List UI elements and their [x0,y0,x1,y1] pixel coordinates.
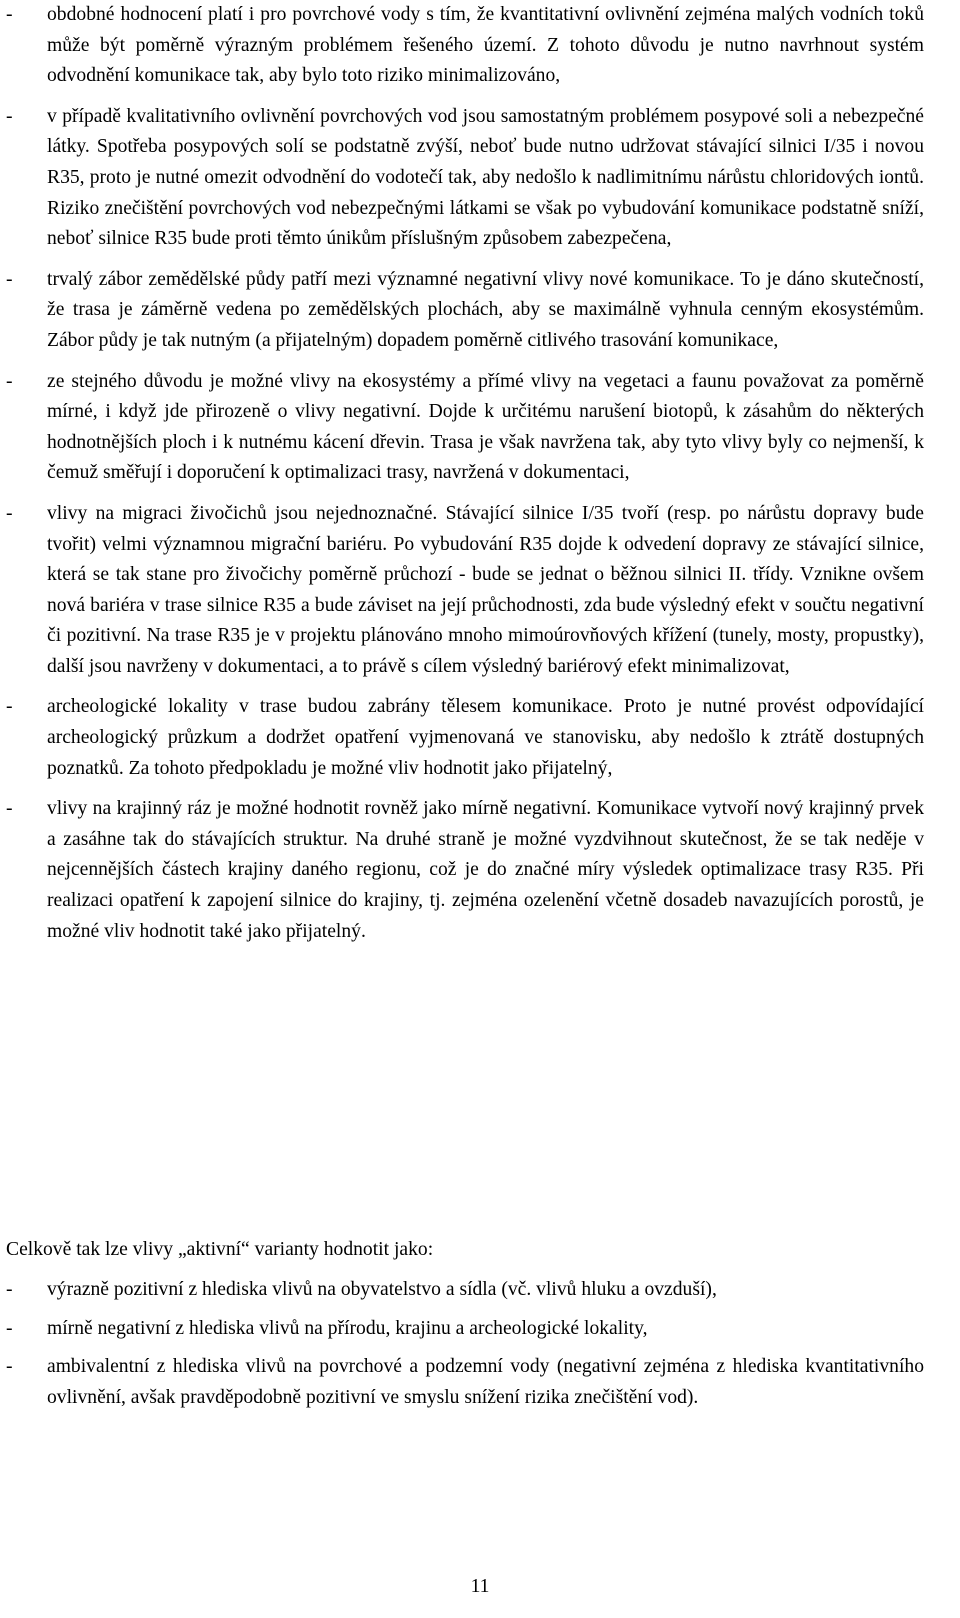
impact-list [6,0,924,957]
list-item [6,0,924,92]
list-item-text: obdobné hodnocení platí i pro povrchové vody s tím, že kvantitativní ovlivnění zejména malých vodních toků může být poměrně výrazným problémem řešeného území. Z tohoto důvodu je nutno navrhnout systém odvodnění komunikace tak, aby bylo toto riziko minimalizováno, [47,4,924,87]
list-item [6,102,924,255]
list-item [6,499,924,683]
list-item-text: mírně negativní z hlediska vlivů na přírodu, krajinu a archeologické lokality, [47,1317,648,1339]
list-item [6,794,924,947]
dash-marker: - [6,370,13,392]
dash-marker: - [6,4,13,25]
summary-paragraph: Celkově tak lze vlivy „aktivní“ varianty hodnotit jako: [6,1239,434,1260]
dash-marker: - [6,1356,13,1378]
list-item [6,692,924,784]
dash-marker: - [6,1279,13,1300]
summary-list [6,1275,924,1421]
dash-marker: - [6,696,13,718]
page-number: 11 [470,1576,490,1597]
list-item-text: ambivalentní z hlediska vlivů na povrchové a podzemní vody (negativní zejména z hlediska kvantitativního ovlivnění, avšak pravděpodobně pozitivní ve smyslu snížení rizika znečištění vod). [47,1356,924,1408]
list-item-text: v případě kvalitativního ovlivnění povrchových vod jsou samostatným problémem posypové soli a nebezpečné látky. Spotřeba posypových solí se podstatně zvýší, neboť bude nutno udržovat stávající silnici I/35 i novou R35, proto je nutné omezit odvodnění do vodotečí tak, aby nedošlo k nadlimitnímu nárůstu chloridových iontů. Riziko znečištění povrchových vod nebezpečnými látkami se však po vybudování komunikace podstatně sníží, neboť silnice R35 bude proti těmto únikům příslušným způsobem zabezpečena, [47,105,924,250]
list-item-text: výrazně pozitivní z hlediska vlivů na obyvatelstvo a sídla (vč. vlivů hluku a ovzduší), [47,1279,717,1300]
list-item-text: archeologické lokality v trase budou zabrány tělesem komunikace. Proto je nutné provést odpovídající archeologický průzkum a dodržet opatření vyjmenovaná ve stanovisku, aby nedošlo k ztrátě dostupných poznatků. Za tohoto předpokladu je možné vliv hodnotit jako přijatelný, [47,696,924,779]
dash-marker: - [6,105,13,127]
list-item [6,265,924,357]
list-item-text: ze stejného důvodu je možné vlivy na ekosystémy a přímé vlivy na vegetaci a faunu považovat za poměrně mírné, i když jde přirozeně o vlivy negativní. Dojde k určitému narušení biotopů, k zásahům do některých hodnotnějších ploch i k nutnému kácení dřevin. Trasa je však navržena tak, aby tyto vlivy byly co nejmenší, k čemuž směřují i doporučení k optimalizaci trasy, navržená v dokumentaci, [47,370,924,484]
list-item-text: trvalý zábor zemědělské půdy patří mezi významné negativní vlivy nové komunikace. To je dáno skutečností, že trasa je záměrně vedena po zemědělských plochách, aby se maximálně vyhnula cenným ekosystémům. Zábor půdy je tak nutným (a přijatelným) dopadem poměrně citlivého trasování komunikace, [47,268,924,351]
list-item-text: vlivy na krajinný ráz je možné hodnotit rovněž jako mírně negativní. Komunikace vytvoří nový krajinný prvek a zasáhne tak do stávajících struktur. Na druhé straně je možné vyzdvihnout skutečnost, že se tak neděje v nejcennějších částech krajiny daného regionu, což je do značné míry výsledek optimalizace trasy R35. Při realizaci opatření k zapojení silnice do krajiny, tj. zejména ozelenění včetně dosadeb navazujících porostů, je možné vliv hodnotit také jako přijatelný. [47,798,924,942]
dash-marker: - [6,798,13,820]
list-item [6,1275,924,1306]
list-item [6,367,924,489]
list-item-text: vlivy na migraci živočichů jsou nejednoznačné. Stávající silnice I/35 tvoří (resp. po nárůstu dopravy bude tvořit) velmi významnou migrační bariéru. Po vybudování R35 dojde k odvedení dopravy ze stávající silnice, která se tak stane pro živočichy poměrně průchozí - bude se jednat o běžnou silnici II. třídy. Vznikne ovšem nová bariéra v trase silnice R35 a bude záviset na její průchodnosti, zda bude výsledný efekt v součtu negativní či pozitivní. Na trase R35 je v projektu plánováno mnoho mimoúrovňových křížení (tunely, mosty, propustky), další jsou navrženy v dokumentaci, a to právě s cílem výsledný bariérový efekt minimalizovat, [47,502,924,677]
list-item [6,1352,924,1413]
dash-marker: - [6,502,13,524]
dash-marker: - [6,268,13,290]
dash-marker: - [6,1317,13,1339]
list-item [6,1314,924,1345]
